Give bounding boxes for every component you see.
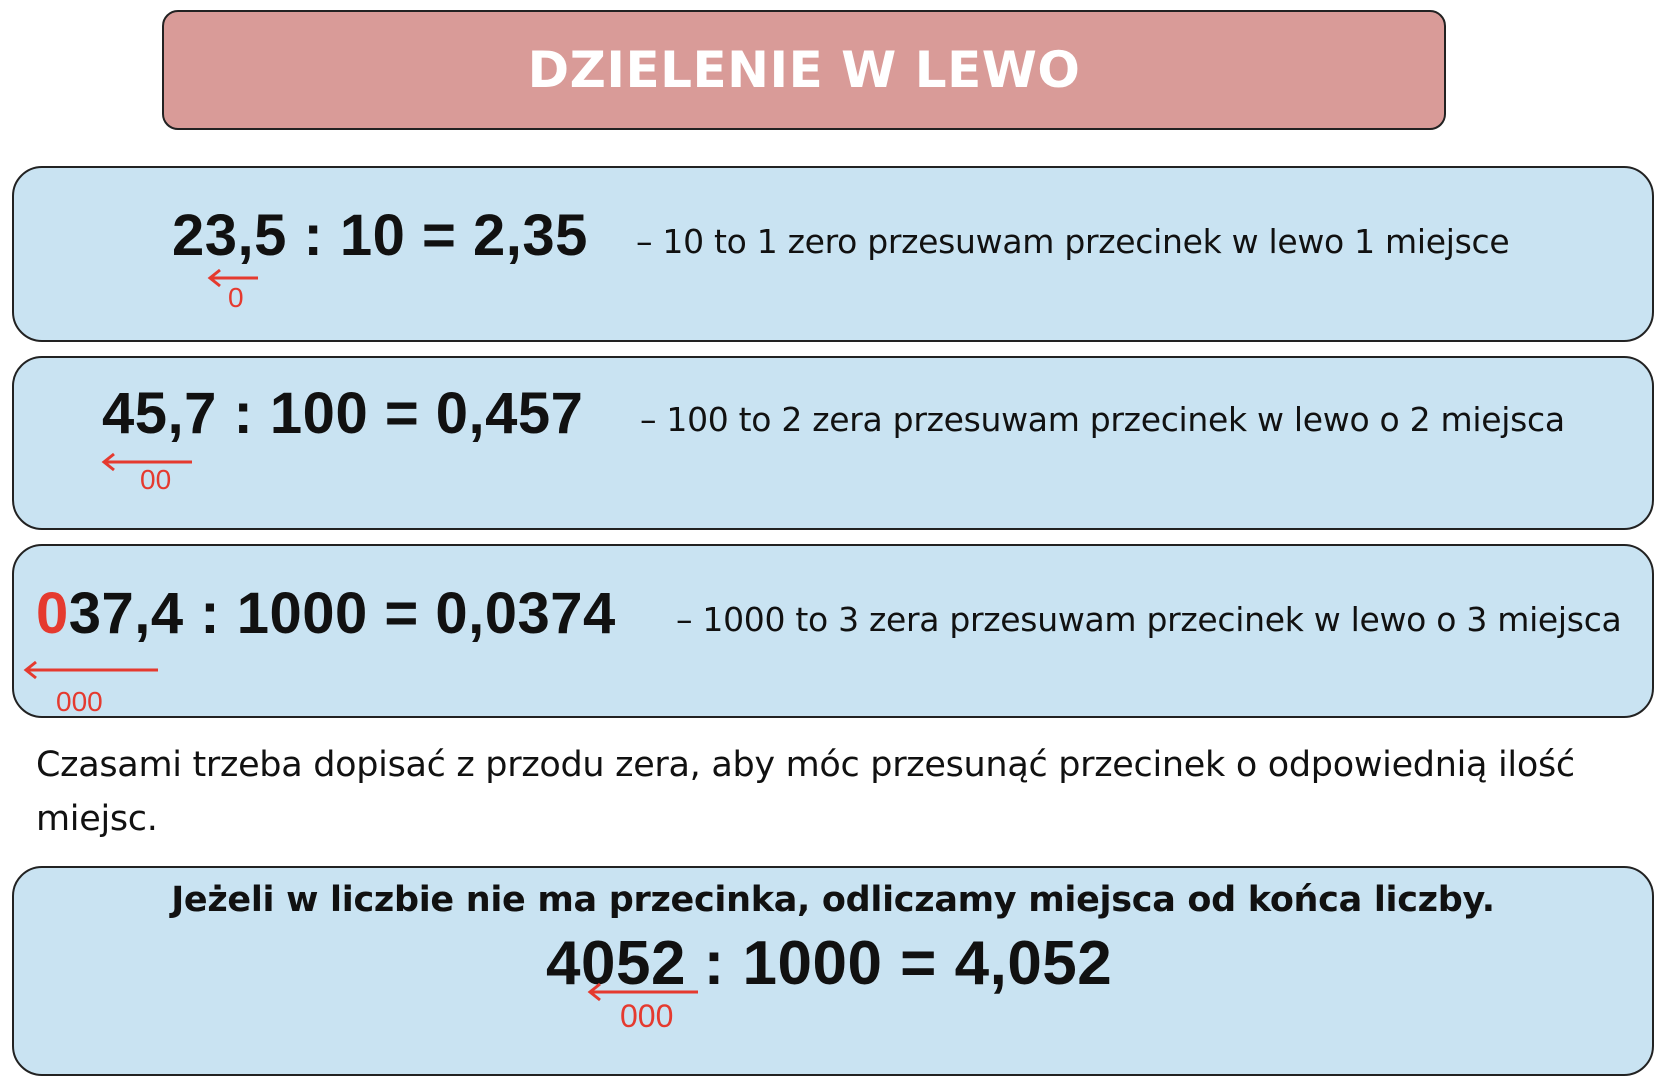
example-card-3 [12,544,1654,718]
explanation: – 100 to 2 zera przesuwam przecinek w lewo o 2 miejsca [640,400,1565,439]
example-card-1 [12,166,1654,342]
zeros-count: 00 [140,464,172,495]
explanation: – 10 to 1 zero przesuwam przecinek w lewo 1 miejsce [636,222,1510,261]
explanation-paragraph: Czasami trzeba dopisać z przodu zera, aby móc przesunąć przecinek o odpowiednią ilość miejsc. [36,745,1575,839]
equation: 37,4 : 1000 = 0,0374 [68,581,616,646]
title-banner [162,10,1446,130]
zeros-count: 0 [228,282,244,313]
equation: 45,7 : 100 = 0,457 [102,381,584,446]
zeros-count: 000 [620,998,674,1034]
explanation: – 1000 to 3 zera przesuwam przecinek w lewo o 3 miejsca [676,600,1622,639]
rule-heading: Jeżeli w liczbie nie ma przecinka, odliczamy miejsca od końca liczby. [171,880,1495,920]
left-arrow-icon [22,660,162,680]
equation: 4052 : 1000 = 4,052 [546,929,1113,998]
page-title: DZIELENIE W LEWO [527,41,1081,99]
equation: 23,5 : 10 = 2,35 [172,203,588,268]
prefix-zero: 0 [36,581,69,646]
equation-row [36,580,616,647]
no-comma-card [12,866,1654,1076]
example-card-2 [12,356,1654,530]
zeros-count: 000 [56,686,103,717]
